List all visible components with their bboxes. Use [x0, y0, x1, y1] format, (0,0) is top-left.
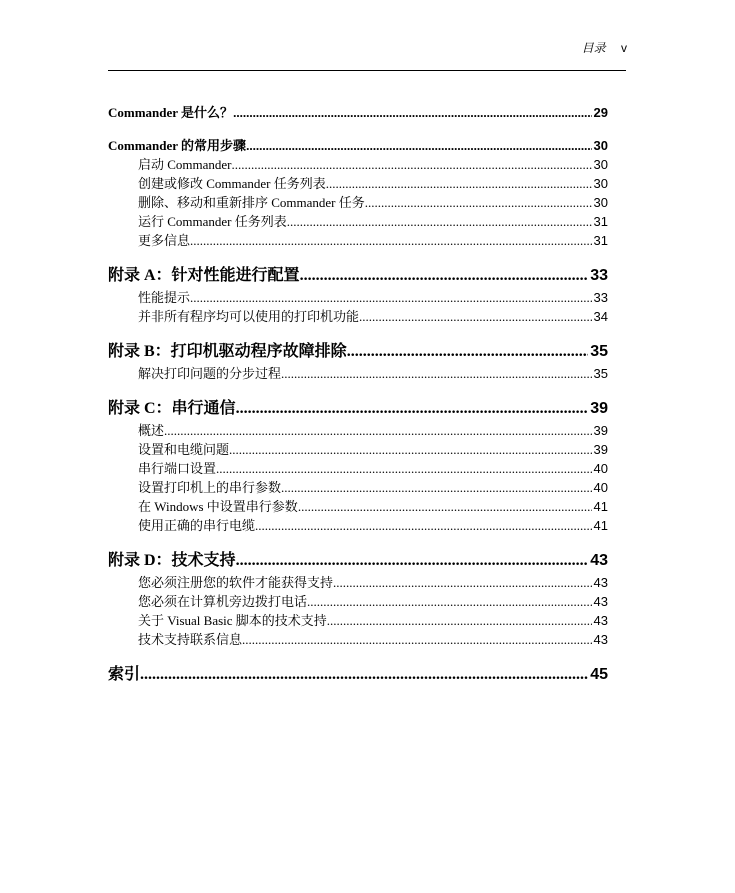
toc-page-number: 41 — [593, 518, 608, 533]
dot-leader — [298, 497, 592, 516]
toc-section-title: 索引 — [108, 666, 141, 683]
toc-section-entry[interactable] — [108, 340, 608, 364]
toc-page-number: 39 — [593, 423, 608, 438]
toc-subsection-title: 性能提示 — [138, 290, 191, 305]
toc-subsection-title: 您必须注册您的软件才能获得支持 — [138, 575, 334, 590]
toc-section-entry[interactable] — [108, 397, 608, 421]
toc-section-title: Commander 是什么？ — [108, 105, 234, 120]
toc-page-number: 30 — [593, 157, 608, 172]
dot-leader — [347, 340, 589, 364]
toc-section-title: Commander 的常用步骤 — [108, 138, 247, 153]
dot-leader — [365, 193, 592, 212]
toc-subsection-entry[interactable] — [108, 459, 608, 478]
table-of-contents — [108, 103, 608, 687]
toc-subsection-title: 在 Windows 中设置串行参数 — [138, 499, 298, 514]
toc-page-number: 35 — [593, 366, 608, 381]
toc-subsection-entry[interactable] — [108, 212, 608, 231]
dot-leader — [236, 397, 589, 421]
toc-page-number: 43 — [593, 613, 608, 628]
toc-subsection-title: 概述 — [138, 423, 165, 438]
toc-subsection-entry[interactable] — [108, 421, 608, 440]
toc-subsection-entry[interactable] — [108, 231, 608, 250]
header-title: 目录 — [581, 41, 606, 55]
dot-leader — [236, 549, 589, 573]
dot-leader — [255, 516, 592, 535]
toc-subsection-title: 删除、移动和重新排序 Commander 任务 — [138, 195, 365, 210]
toc-page-number: 35 — [590, 343, 608, 360]
dot-leader — [333, 573, 592, 592]
toc-subsection-title: 更多信息 — [138, 233, 191, 248]
toc-page-number: 33 — [590, 267, 608, 284]
toc-subsection-entry[interactable] — [108, 288, 608, 307]
header-rule — [108, 70, 626, 71]
toc-subsection-title: 设置和电缆问题 — [138, 442, 230, 457]
dot-leader — [140, 663, 588, 687]
toc-page-number: 41 — [593, 499, 608, 514]
toc-page-number: 31 — [593, 214, 608, 229]
toc-page-number: 39 — [590, 400, 608, 417]
dot-leader — [216, 459, 592, 478]
header-page-number: v — [621, 41, 627, 55]
dot-leader — [233, 103, 591, 122]
toc-page-number: 31 — [593, 233, 608, 248]
toc-subsection-title: 创建或修改 Commander 任务列表 — [138, 176, 326, 191]
dot-leader — [307, 592, 592, 611]
toc-page-number: 33 — [593, 290, 608, 305]
toc-page-number: 30 — [593, 176, 608, 191]
toc-section-title: 附录 C：串行通信 — [108, 400, 236, 417]
toc-subsection-entry[interactable] — [108, 592, 608, 611]
toc-subsection-entry[interactable] — [108, 478, 608, 497]
toc-subsection-title: 您必须在计算机旁边拨打电话 — [138, 594, 308, 609]
dot-leader — [326, 174, 592, 193]
toc-page-number: 29 — [593, 105, 608, 120]
toc-subsection-title: 关于 Visual Basic 脚本的技术支持 — [138, 613, 327, 628]
dot-leader — [246, 136, 591, 155]
toc-subsection-title: 解决打印问题的分步过程 — [138, 366, 282, 381]
dot-leader — [300, 264, 589, 288]
toc-page-number: 39 — [593, 442, 608, 457]
toc-subsection-title: 启动 Commander — [138, 157, 232, 172]
dot-leader — [287, 212, 592, 231]
toc-subsection-entry[interactable] — [108, 497, 608, 516]
toc-subsection-title: 使用正确的串行电缆 — [138, 518, 256, 533]
toc-subsection-title: 技术支持联系信息 — [138, 632, 243, 647]
toc-section-entry[interactable] — [108, 663, 608, 687]
toc-section-entry[interactable] — [108, 136, 608, 155]
dot-leader — [281, 478, 592, 497]
toc-page-number: 40 — [593, 480, 608, 495]
toc-section-title: 附录 A：针对性能进行配置 — [108, 267, 300, 284]
toc-page-number: 30 — [593, 195, 608, 210]
toc-subsection-entry[interactable] — [108, 516, 608, 535]
dot-leader — [232, 155, 592, 174]
toc-subsection-title: 运行 Commander 任务列表 — [138, 214, 287, 229]
toc-subsection-entry[interactable] — [108, 440, 608, 459]
toc-subsection-title: 设置打印机上的串行参数 — [138, 480, 282, 495]
toc-section-entry[interactable] — [108, 264, 608, 288]
dot-leader — [164, 421, 592, 440]
toc-subsection-entry[interactable] — [108, 174, 608, 193]
toc-subsection-entry[interactable] — [108, 611, 608, 630]
toc-subsection-entry[interactable] — [108, 155, 608, 174]
toc-subsection-title: 串行端口设置 — [138, 461, 217, 476]
dot-leader — [229, 440, 592, 459]
toc-subsection-title: 并非所有程序均可以使用的打印机功能 — [138, 309, 360, 324]
toc-page-number: 43 — [593, 575, 608, 590]
dot-leader — [190, 288, 592, 307]
toc-subsection-entry[interactable] — [108, 307, 608, 326]
dot-leader — [327, 611, 592, 630]
toc-section-title: 附录 B：打印机驱动程序故障排除 — [108, 343, 347, 360]
dot-leader — [190, 231, 592, 250]
toc-page-number: 40 — [593, 461, 608, 476]
toc-subsection-entry[interactable] — [108, 630, 608, 649]
toc-page-number: 30 — [593, 138, 608, 153]
toc-page-number: 45 — [590, 666, 608, 683]
dot-leader — [242, 630, 592, 649]
toc-subsection-entry[interactable] — [108, 193, 608, 212]
toc-subsection-entry[interactable] — [108, 573, 608, 592]
toc-section-title: 附录 D：技术支持 — [108, 552, 236, 569]
running-header — [582, 39, 627, 56]
toc-page-number: 34 — [593, 309, 608, 324]
toc-section-entry[interactable] — [108, 549, 608, 573]
toc-page-number: 43 — [590, 552, 608, 569]
dot-leader — [281, 364, 592, 383]
toc-section-entry[interactable] — [108, 103, 608, 122]
toc-page-number: 43 — [593, 632, 608, 647]
toc-page-number: 43 — [593, 594, 608, 609]
toc-subsection-entry[interactable] — [108, 364, 608, 383]
dot-leader — [359, 307, 592, 326]
